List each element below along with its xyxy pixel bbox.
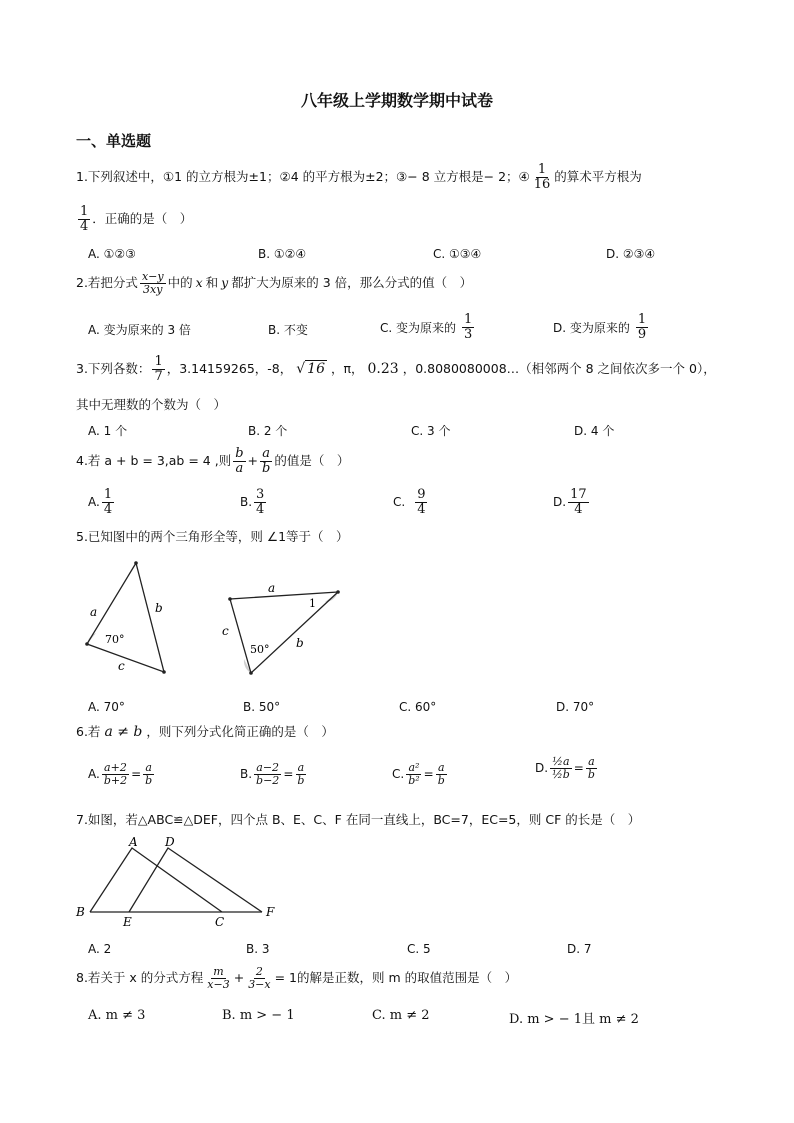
q6-option-a-lhs: $\frac{a+2}{b+2}$ bbox=[103, 761, 128, 787]
q2-option-c-fraction: $\frac{1}{3}$ bbox=[464, 312, 473, 342]
q7-option-a[interactable]: A. 2 bbox=[88, 942, 112, 956]
q7-triangle-def bbox=[129, 848, 262, 912]
q8-plus: + bbox=[233, 970, 245, 986]
q5-t2-side-a: a bbox=[268, 581, 276, 595]
q7-label-a: A bbox=[129, 835, 138, 849]
q6-option-c-label: C. bbox=[392, 767, 405, 782]
q6-option-d[interactable] bbox=[535, 756, 599, 780]
q3-option-d[interactable]: D. 4 个 bbox=[574, 424, 615, 438]
q8-option-b[interactable]: B. m > − 1 bbox=[222, 1008, 295, 1023]
q2-option-b[interactable]: B. 不变 bbox=[268, 323, 308, 337]
q3-option-a[interactable]: A. 1 个 bbox=[88, 424, 128, 438]
q4-fraction-b-over-a: $\frac{b}{a}$ bbox=[235, 446, 244, 476]
q4-option-b-fraction: $\frac{3}{4}$ bbox=[256, 487, 265, 517]
q5-triangle-2 bbox=[220, 580, 350, 680]
q4-option-b-label: B. bbox=[240, 495, 253, 510]
q2-text-b: 中的 bbox=[167, 275, 193, 291]
q4-text-b: 的值是（ ） bbox=[274, 453, 350, 469]
q4-option-c-fraction: $\frac{9}{4}$ bbox=[417, 487, 426, 517]
q5-option-b[interactable]: B. 50° bbox=[243, 700, 281, 714]
q8-fraction-1: $\frac{m}{x-3}$ bbox=[207, 965, 230, 991]
q6-text-a: 6.若 bbox=[76, 724, 101, 739]
q2-var-y: y bbox=[221, 275, 229, 291]
q4-option-c[interactable] bbox=[393, 488, 429, 516]
q2-option-c-label: C. 变为原来的 bbox=[380, 320, 457, 335]
q6-option-c-rhs: $\frac{a}{b}$ bbox=[437, 761, 445, 787]
q5-t1-angle-label: 70° bbox=[105, 633, 125, 646]
q7-label-c: C bbox=[215, 915, 225, 929]
question-1-line2 bbox=[76, 205, 192, 233]
q2-text-c: 和 bbox=[205, 275, 219, 291]
q6-condition: a ≠ b bbox=[104, 724, 143, 740]
q7-label-f: F bbox=[266, 905, 275, 919]
q5-t1-side-b: b bbox=[155, 601, 163, 615]
q5-t1-side-a: a bbox=[90, 605, 98, 619]
q4-fraction-a-over-b: $\frac{a}{b}$ bbox=[262, 446, 271, 476]
q4-option-a[interactable] bbox=[88, 488, 116, 516]
q6-option-c-lhs: $\frac{\text{a²}}{\text{b²}}$ bbox=[408, 761, 420, 787]
q2-option-d-fraction: $\frac{1}{9}$ bbox=[637, 312, 647, 342]
question-4 bbox=[76, 447, 349, 475]
q7-label-b: B bbox=[76, 905, 85, 919]
q1-option-b[interactable]: B. ①②④ bbox=[258, 247, 307, 261]
q6-option-d-rhs: $\frac{a}{b}$ bbox=[587, 755, 595, 781]
q6-option-a-label: A. bbox=[88, 767, 100, 782]
q5-option-c[interactable]: C. 60° bbox=[399, 700, 437, 714]
question-6 bbox=[76, 724, 334, 740]
q7-option-b[interactable]: B. 3 bbox=[246, 942, 270, 956]
q1-fraction-2: $\frac{1}{4}$ bbox=[80, 204, 89, 234]
q5-t2-side-b: b bbox=[296, 636, 304, 650]
q8-option-c[interactable]: C. m ≠ 2 bbox=[372, 1008, 430, 1023]
q7-label-e: E bbox=[123, 915, 132, 929]
q1-text-b: 的算术平方根为 bbox=[554, 169, 642, 185]
q5-t2-side-c: c bbox=[222, 624, 229, 638]
q4-option-a-label: A. bbox=[88, 495, 100, 510]
q3-option-b[interactable]: B. 2 个 bbox=[248, 424, 288, 438]
q2-option-d[interactable] bbox=[553, 313, 650, 341]
q7-label-d: D bbox=[165, 835, 175, 849]
q8-text-b: = 1的解是正数，则 m 的取值范围是（ ） bbox=[274, 970, 518, 986]
q5-option-a[interactable]: A. 70° bbox=[88, 700, 125, 714]
q2-option-c[interactable] bbox=[380, 313, 476, 341]
q3-fraction: $\frac{1}{7}$ bbox=[154, 354, 163, 384]
q6-option-b-eq: = bbox=[283, 767, 294, 782]
q1-text-a: 1.下列叙述中，①1 的立方根为±1；②4 的平方根为±2；③− 8 立方根是− 2；④ bbox=[76, 169, 530, 185]
q1-option-c[interactable]: C. ①③④ bbox=[433, 247, 482, 261]
q6-option-d-lhs: $\frac{\text{½a}}{\text{½b}}$ bbox=[552, 755, 570, 781]
page-title: 八年级上学期数学期中试卷 bbox=[300, 91, 493, 110]
q3-text-a: 3.下列各数： bbox=[76, 361, 151, 377]
q4-plus: + bbox=[247, 453, 258, 469]
q5-triangle-1 bbox=[80, 558, 180, 680]
q4-option-a-fraction: $\frac{1}{4}$ bbox=[103, 487, 113, 517]
q6-option-c-eq: = bbox=[423, 767, 434, 782]
q2-text-a: 2.若把分式 bbox=[76, 275, 138, 291]
q1-option-a[interactable]: A. ①②③ bbox=[88, 247, 136, 261]
q6-option-a-rhs: $\frac{a}{b}$ bbox=[145, 761, 153, 787]
question-7: 7.如图，若△ABC≌△DEF，四个点 B、E、C、F 在同一直线上，BC=7，EC=5，则 CF 的长是（ ） bbox=[76, 812, 641, 827]
q3-repeating-decimal: 0.23 bbox=[367, 361, 399, 378]
q7-option-c[interactable]: C. 5 bbox=[407, 942, 431, 956]
q6-option-c[interactable] bbox=[392, 762, 449, 786]
q3-text-d: ，0.8080080008…（相邻两个 8 之间依次多一个 0）， bbox=[402, 361, 716, 377]
q4-option-b[interactable] bbox=[240, 488, 268, 516]
q8-fraction-2: $\frac{2}{3-x}$ bbox=[248, 965, 271, 991]
q5-t1-outline bbox=[87, 563, 164, 672]
section-heading: 一、单选题 bbox=[76, 132, 152, 150]
q1-text-c: ．正确的是（ ） bbox=[92, 211, 193, 227]
q2-option-d-label: D. 变为原来的 bbox=[553, 320, 630, 335]
q6-option-b-label: B. bbox=[240, 767, 253, 782]
q5-t1-side-c: c bbox=[118, 659, 125, 673]
q6-option-b-lhs: $\frac{a-2}{b-2}$ bbox=[256, 761, 280, 787]
q4-option-d-fraction: $\frac{17}{4}$ bbox=[570, 487, 587, 517]
question-1 bbox=[76, 163, 642, 191]
q6-option-a[interactable] bbox=[88, 762, 156, 786]
q7-option-d[interactable]: D. 7 bbox=[567, 942, 592, 956]
question-2 bbox=[76, 271, 472, 295]
q3-text-b: ，3.14159265，-8， bbox=[166, 361, 293, 377]
q3-sqrt: √ 16 bbox=[296, 361, 325, 378]
q1-option-d[interactable]: D. ②③④ bbox=[606, 247, 656, 261]
q6-option-b-rhs: $\frac{a}{b}$ bbox=[297, 761, 305, 787]
q2-var-x: x bbox=[195, 275, 203, 291]
q5-t2-outline bbox=[230, 592, 338, 673]
q5-option-d[interactable]: D. 70° bbox=[556, 700, 595, 714]
q2-option-a[interactable]: A. 变为原来的 3 倍 bbox=[88, 323, 191, 337]
q7-triangle-abc bbox=[90, 848, 222, 912]
q8-option-d[interactable]: D. m > − 1且 m ≠ 2 bbox=[509, 1012, 639, 1027]
q3-text-c: ，π， bbox=[330, 361, 364, 377]
q6-option-b[interactable] bbox=[240, 762, 308, 786]
q4-option-c-label: C. bbox=[393, 495, 406, 510]
q6-text-b: ，则下列分式化简正确的是（ ） bbox=[146, 724, 334, 739]
q8-option-a[interactable]: A. m ≠ 3 bbox=[88, 1008, 146, 1023]
q2-fraction: $\frac{x-y}{3xy}$ bbox=[141, 270, 164, 296]
q4-text-a: 4.若 a + b = 3,ab = 4 ,则 bbox=[76, 453, 232, 469]
q4-option-d-label: D. bbox=[553, 495, 567, 510]
question-8 bbox=[76, 966, 517, 990]
question-5: 5.已知图中的两个三角形全等，则 ∠1等于（ ） bbox=[76, 529, 349, 544]
q8-text-a: 8.若关于 x 的分式方程 bbox=[76, 970, 204, 986]
q4-option-d[interactable] bbox=[553, 488, 591, 516]
q5-t2-angle-label: 50° bbox=[250, 643, 270, 656]
q3-option-c[interactable]: C. 3 个 bbox=[411, 424, 451, 438]
q5-t2-angle-1-label: 1 bbox=[309, 597, 316, 610]
q1-fraction-1: $\frac{1}{16}$ bbox=[533, 162, 551, 192]
q6-option-d-label: D. bbox=[535, 761, 549, 776]
q3-line2: 其中无理数的个数为（ ） bbox=[76, 397, 227, 412]
question-3 bbox=[76, 355, 716, 383]
q6-option-a-eq: = bbox=[131, 767, 142, 782]
q6-option-d-eq: = bbox=[573, 761, 584, 776]
q2-text-d: 都扩大为原来的 3 倍，那么分式的值（ ） bbox=[231, 275, 473, 291]
q7-figure bbox=[72, 834, 287, 930]
